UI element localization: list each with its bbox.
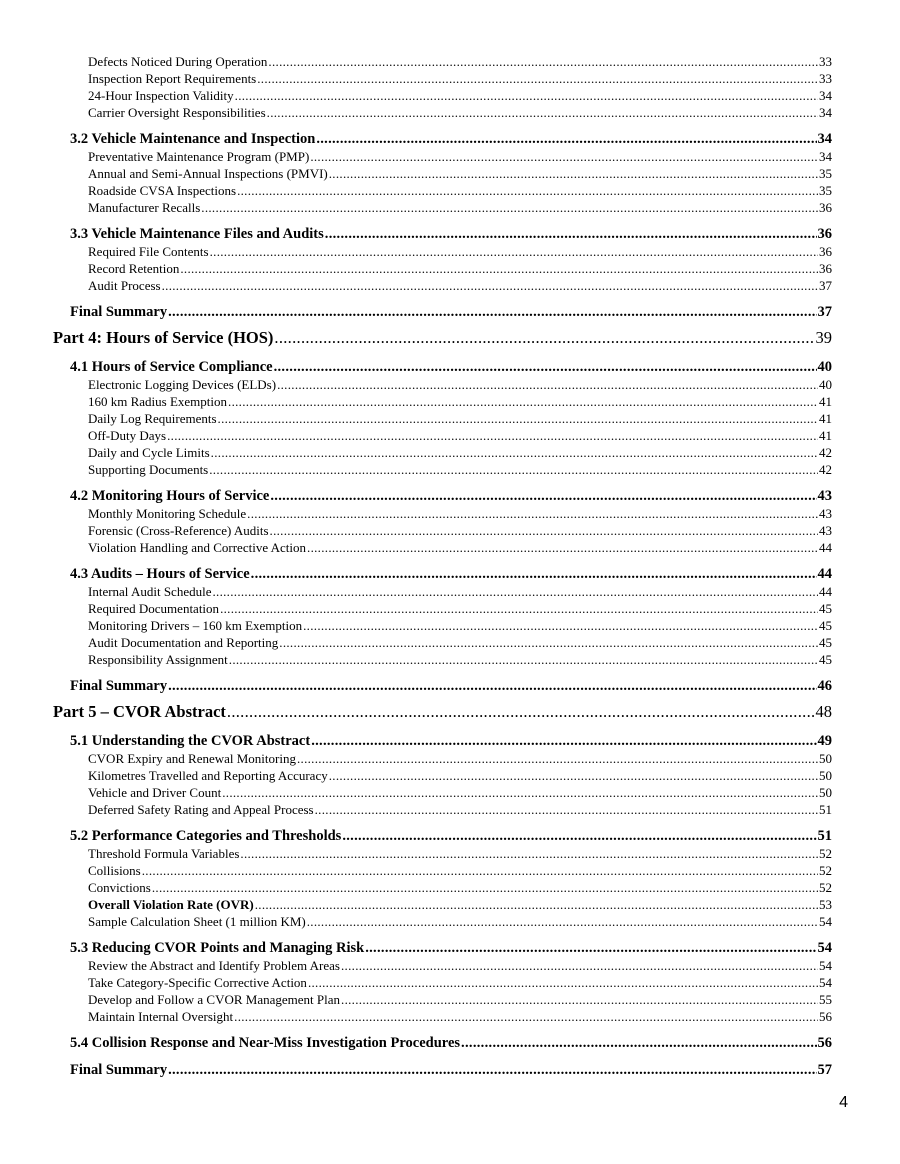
toc-section-label: 5.4 Collision Response and Near-Miss Investigation Procedures xyxy=(70,1035,461,1051)
toc-entry-label: Supporting Documents xyxy=(88,462,209,477)
toc-entry[interactable] xyxy=(0,376,900,393)
toc-entry-page: 33 xyxy=(819,54,832,69)
toc-section-label: 4.2 Monitoring Hours of Service xyxy=(70,488,270,504)
toc-entry-page: 36 xyxy=(819,261,832,276)
toc-entry-page: 45 xyxy=(819,652,832,667)
toc-entry-page: 45 xyxy=(819,635,832,650)
dot-leader xyxy=(168,677,816,695)
toc-entry-page: 50 xyxy=(819,768,832,783)
dot-leader xyxy=(222,784,818,801)
toc-entry-label: Record Retention xyxy=(88,261,180,276)
toc-section-label: 5.3 Reducing CVOR Points and Managing Risk xyxy=(70,940,365,956)
dot-leader xyxy=(237,182,818,199)
toc-section-4-3[interactable] xyxy=(0,565,900,583)
dot-leader xyxy=(218,410,818,427)
toc-entry-label: Manufacturer Recalls xyxy=(88,200,201,215)
toc-entry-label: Audit Documentation and Reporting xyxy=(88,635,279,650)
toc-section-page: 54 xyxy=(817,940,832,956)
dot-leader xyxy=(251,565,817,583)
toc-section-label: 4.1 Hours of Service Compliance xyxy=(70,359,273,375)
toc-entry-label: Monthly Monitoring Schedule xyxy=(88,506,247,521)
toc-entry-label: Preventative Maintenance Program (PMP) xyxy=(88,149,310,164)
dot-leader xyxy=(274,358,817,376)
toc-entry[interactable] xyxy=(0,505,900,522)
toc-entry-page: 56 xyxy=(819,1009,832,1024)
toc-part-page: 48 xyxy=(815,702,832,721)
toc-section-label: Final Summary xyxy=(70,678,168,694)
toc-entry[interactable] xyxy=(0,801,900,818)
dot-leader xyxy=(270,522,818,539)
toc-entry-label: Annual and Semi-Annual Inspections (PMVI) xyxy=(88,166,328,181)
dot-leader xyxy=(461,1034,816,1052)
dot-leader xyxy=(311,732,816,750)
toc-entry-label: Collisions xyxy=(88,863,141,878)
toc-entry[interactable] xyxy=(0,260,900,277)
toc-entry[interactable] xyxy=(0,199,900,216)
dot-leader xyxy=(229,651,818,668)
toc-entry[interactable] xyxy=(0,148,900,165)
dot-leader xyxy=(329,165,818,182)
toc-entry-page: 36 xyxy=(819,200,832,215)
toc-entry-label: Inspection Report Requirements xyxy=(88,71,257,86)
toc-section-5-1[interactable] xyxy=(0,732,900,750)
toc-section-page: 36 xyxy=(817,226,832,242)
toc-entry-page: 45 xyxy=(819,601,832,616)
dot-leader xyxy=(303,617,818,634)
toc-entry-label: Maintain Internal Oversight xyxy=(88,1009,234,1024)
dot-leader xyxy=(255,896,818,913)
dot-leader xyxy=(341,991,818,1008)
dot-leader xyxy=(212,583,818,600)
toc-section-label: 3.2 Vehicle Maintenance and Inspection xyxy=(70,131,316,147)
toc-section-page: 37 xyxy=(817,304,832,320)
toc-section-page: 46 xyxy=(817,678,832,694)
toc-entry-page: 54 xyxy=(819,958,832,973)
toc-entry-label: Electronic Logging Devices (ELDs) xyxy=(88,377,277,392)
toc-entry[interactable] xyxy=(0,617,900,634)
toc-entry[interactable] xyxy=(0,182,900,199)
toc-entry-label: Required Documentation xyxy=(88,601,220,616)
dot-leader xyxy=(168,303,816,321)
toc-entry-label: Kilometres Travelled and Reporting Accuracy xyxy=(88,768,328,783)
dot-leader xyxy=(268,53,818,70)
toc-section-page: 43 xyxy=(817,488,832,504)
dot-leader xyxy=(274,327,814,349)
toc-entry[interactable] xyxy=(0,784,900,801)
table-of-contents xyxy=(0,53,900,1079)
toc-entry[interactable] xyxy=(0,104,900,121)
toc-entry-page: 54 xyxy=(819,914,832,929)
dot-leader xyxy=(315,801,818,818)
toc-section-page: 51 xyxy=(817,828,832,844)
toc-part-page: 39 xyxy=(815,328,832,347)
dot-leader xyxy=(310,148,818,165)
toc-entry-label: Monitoring Drivers – 160 km Exemption xyxy=(88,618,303,633)
toc-section-4-2[interactable] xyxy=(0,487,900,505)
dot-leader xyxy=(210,243,818,260)
toc-entry-page: 34 xyxy=(819,149,832,164)
dot-leader xyxy=(180,260,818,277)
dot-leader xyxy=(365,939,816,957)
toc-entry-page: 45 xyxy=(819,618,832,633)
toc-entry-page: 40 xyxy=(819,377,832,392)
toc-entry-label: Daily and Cycle Limits xyxy=(88,445,210,460)
toc-section-label: 4.3 Audits – Hours of Service xyxy=(70,566,250,582)
toc-part-4[interactable] xyxy=(0,327,900,349)
toc-entry-label: Internal Audit Schedule xyxy=(88,584,212,599)
toc-entry-page: 35 xyxy=(819,166,832,181)
dot-leader xyxy=(142,862,818,879)
toc-section-label: Final Summary xyxy=(70,1062,168,1078)
toc-entry-page: 44 xyxy=(819,584,832,599)
toc-entry[interactable] xyxy=(0,70,900,87)
toc-entry[interactable] xyxy=(0,393,900,410)
toc-entry-label: Daily Log Requirements xyxy=(88,411,217,426)
toc-section-4-1[interactable] xyxy=(0,358,900,376)
toc-entry[interactable] xyxy=(0,1008,900,1025)
toc-entry-page: 43 xyxy=(819,506,832,521)
toc-entry-page: 54 xyxy=(819,975,832,990)
toc-part-label: Part 5 – CVOR Abstract xyxy=(53,702,226,721)
toc-entry-page: 51 xyxy=(819,802,832,817)
toc-entry-page: 53 xyxy=(819,897,832,912)
toc-part-label: Part 4: Hours of Service (HOS) xyxy=(53,328,274,347)
toc-entry-page: 52 xyxy=(819,846,832,861)
toc-section-3-2[interactable] xyxy=(0,130,900,148)
toc-entry-label: Off-Duty Days xyxy=(88,428,167,443)
toc-entry-label: Threshold Formula Variables xyxy=(88,846,240,861)
toc-entry[interactable] xyxy=(0,243,900,260)
toc-entry[interactable] xyxy=(0,277,900,294)
toc-section-page: 34 xyxy=(817,131,832,147)
toc-part-5[interactable] xyxy=(0,701,900,723)
toc-entry-page: 55 xyxy=(819,992,832,1007)
toc-section-5-4[interactable] xyxy=(0,1034,900,1052)
toc-section-label: 3.3 Vehicle Maintenance Files and Audits xyxy=(70,226,324,242)
dot-leader xyxy=(257,70,818,87)
toc-entry-page: 34 xyxy=(819,88,832,103)
toc-entry[interactable] xyxy=(0,427,900,444)
dot-leader xyxy=(235,87,818,104)
toc-final-summary-3[interactable] xyxy=(0,303,900,321)
toc-entry[interactable] xyxy=(0,539,900,556)
toc-entry[interactable] xyxy=(0,862,900,879)
toc-entry-label: Defects Noticed During Operation xyxy=(88,54,268,69)
toc-entry-page: 34 xyxy=(819,105,832,120)
toc-section-label: Final Summary xyxy=(70,304,168,320)
toc-entry[interactable] xyxy=(0,583,900,600)
toc-entry[interactable] xyxy=(0,913,900,930)
dot-leader xyxy=(341,957,818,974)
toc-entry-page: 33 xyxy=(819,71,832,86)
toc-entry-page: 50 xyxy=(819,751,832,766)
toc-entry-label: Responsibility Assignment xyxy=(88,652,228,667)
toc-entry-page: 42 xyxy=(819,462,832,477)
toc-entry-label: CVOR Expiry and Renewal Monitoring xyxy=(88,751,296,766)
dot-leader xyxy=(234,1008,818,1025)
toc-entry-label: Deferred Safety Rating and Appeal Process xyxy=(88,802,314,817)
dot-leader xyxy=(329,767,818,784)
dot-leader xyxy=(308,974,818,991)
toc-entry-label: Sample Calculation Sheet (1 million KM) xyxy=(88,914,306,929)
toc-entry-label: Take Category-Specific Corrective Action xyxy=(88,975,307,990)
toc-entry[interactable] xyxy=(0,634,900,651)
toc-entry[interactable] xyxy=(0,991,900,1008)
dot-leader xyxy=(325,225,817,243)
toc-entry[interactable] xyxy=(0,957,900,974)
toc-entry-label: Violation Handling and Corrective Action xyxy=(88,540,307,555)
dot-leader xyxy=(240,845,818,862)
dot-leader xyxy=(227,701,815,723)
toc-entry[interactable] xyxy=(0,767,900,784)
toc-section-5-3[interactable] xyxy=(0,939,900,957)
toc-entry-label: 24-Hour Inspection Validity xyxy=(88,88,234,103)
toc-entry[interactable] xyxy=(0,845,900,862)
dot-leader xyxy=(307,913,818,930)
dot-leader xyxy=(167,427,818,444)
dot-leader xyxy=(152,879,818,896)
dot-leader xyxy=(267,104,818,121)
dot-leader xyxy=(316,130,816,148)
dot-leader xyxy=(168,1061,816,1079)
toc-section-page: 49 xyxy=(817,733,832,749)
toc-entry-page: 41 xyxy=(819,428,832,443)
dot-leader xyxy=(220,600,818,617)
toc-entry[interactable] xyxy=(0,165,900,182)
toc-section-page: 56 xyxy=(817,1035,832,1051)
dot-leader xyxy=(209,461,818,478)
toc-entry[interactable] xyxy=(0,444,900,461)
toc-section-page: 40 xyxy=(817,359,832,375)
toc-entry[interactable] xyxy=(0,53,900,70)
toc-entry-page: 50 xyxy=(819,785,832,800)
page-number: 4 xyxy=(839,1094,848,1111)
toc-final-summary-4[interactable] xyxy=(0,677,900,695)
dot-leader xyxy=(342,827,816,845)
dot-leader xyxy=(211,444,818,461)
toc-entry-page: 41 xyxy=(819,411,832,426)
toc-entry-page: 52 xyxy=(819,863,832,878)
toc-entry[interactable] xyxy=(0,896,900,913)
dot-leader xyxy=(277,376,818,393)
dot-leader xyxy=(228,393,818,410)
toc-entry[interactable] xyxy=(0,461,900,478)
toc-section-page: 57 xyxy=(817,1062,832,1078)
toc-entry[interactable] xyxy=(0,87,900,104)
toc-entry-page: 44 xyxy=(819,540,832,555)
toc-entry-label: Audit Process xyxy=(88,278,161,293)
toc-entry[interactable] xyxy=(0,410,900,427)
toc-entry-label: Develop and Follow a CVOR Management Plan xyxy=(88,992,341,1007)
toc-entry-label: 160 km Radius Exemption xyxy=(88,394,228,409)
dot-leader xyxy=(279,634,818,651)
dot-leader xyxy=(307,539,818,556)
toc-entry-label: Overall Violation Rate (OVR) xyxy=(88,897,254,912)
toc-entry-page: 35 xyxy=(819,183,832,198)
toc-entry-page: 41 xyxy=(819,394,832,409)
toc-entry[interactable] xyxy=(0,879,900,896)
toc-entry-page: 52 xyxy=(819,880,832,895)
toc-entry-label: Forensic (Cross-Reference) Audits xyxy=(88,523,269,538)
toc-section-label: 5.1 Understanding the CVOR Abstract xyxy=(70,733,311,749)
toc-entry-label: Vehicle and Driver Count xyxy=(88,785,222,800)
toc-section-page: 44 xyxy=(817,566,832,582)
toc-entry-page: 42 xyxy=(819,445,832,460)
toc-entry-page: 36 xyxy=(819,244,832,259)
toc-entry[interactable] xyxy=(0,522,900,539)
toc-entry[interactable] xyxy=(0,600,900,617)
toc-entry-label: Convictions xyxy=(88,880,151,895)
toc-entry-page: 43 xyxy=(819,523,832,538)
toc-entry-label: Carrier Oversight Responsibilities xyxy=(88,105,266,120)
toc-entry[interactable] xyxy=(0,974,900,991)
toc-final-summary-5[interactable] xyxy=(0,1061,900,1079)
toc-section-label: 5.2 Performance Categories and Thresholds xyxy=(70,828,342,844)
toc-entry-label: Required File Contents xyxy=(88,244,209,259)
toc-entry-label: Roadside CVSA Inspections xyxy=(88,183,237,198)
dot-leader xyxy=(201,199,818,216)
toc-section-3-3[interactable] xyxy=(0,225,900,243)
dot-leader xyxy=(270,487,816,505)
dot-leader xyxy=(297,750,818,767)
dot-leader xyxy=(162,277,818,294)
toc-section-5-2[interactable] xyxy=(0,827,900,845)
toc-entry-page: 37 xyxy=(819,278,832,293)
toc-entry[interactable] xyxy=(0,651,900,668)
dot-leader xyxy=(247,505,818,522)
toc-entry-label: Review the Abstract and Identify Problem Areas xyxy=(88,958,340,973)
toc-entry[interactable] xyxy=(0,750,900,767)
